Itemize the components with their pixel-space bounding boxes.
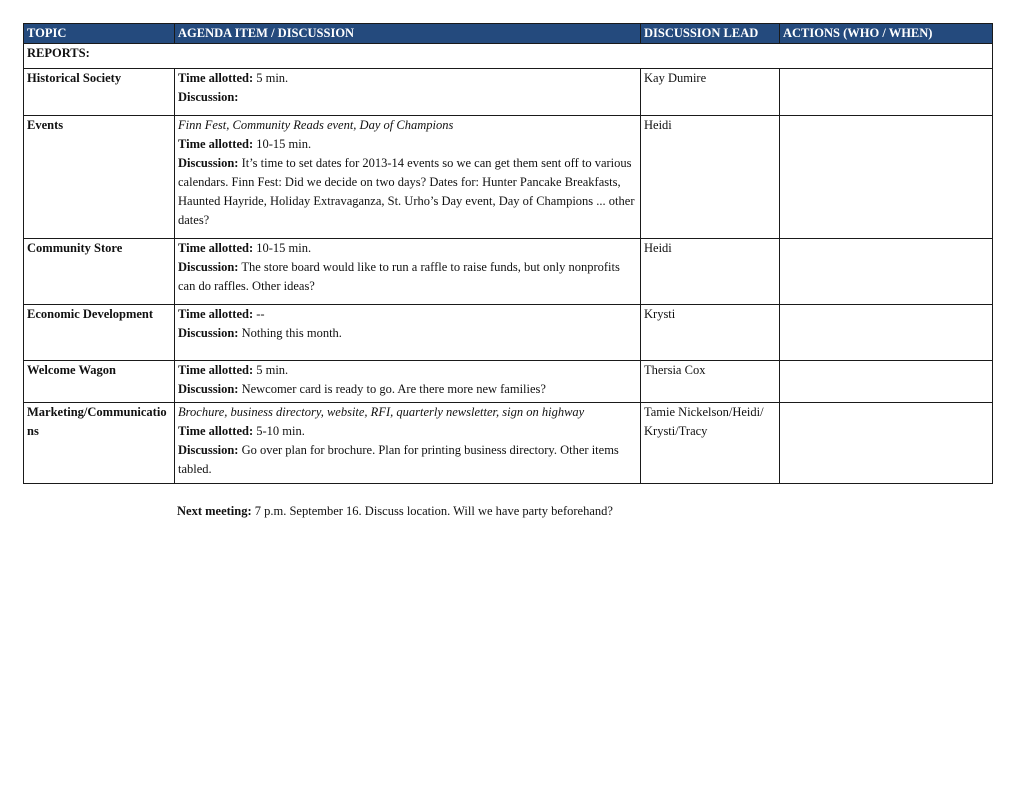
- header-actions: ACTIONS (WHO / WHEN): [780, 24, 993, 44]
- row-actions: [780, 239, 993, 305]
- table-row: [24, 69, 993, 116]
- discussion-text: It’s time to set dates for 2013-14 events so we can get them sent off to various calendars. Finn Fest: Did we decide on two days? Dates for: Hunter Pancake Breakfasts, Haunted Hayride, Holiday Extravaganza, St. Urho’s Day event, Day of Champions ... other dates?: [178, 156, 635, 227]
- agenda-subtitle: Finn Fest, Community Reads event, Day of Champions: [178, 118, 454, 132]
- discussion-label: Discussion:: [178, 443, 239, 457]
- table-row: [24, 116, 993, 239]
- discussion-label: Discussion:: [178, 156, 239, 170]
- time-allotted-label: Time allotted:: [178, 307, 254, 321]
- row-lead: Thersia Cox: [641, 361, 780, 403]
- row-actions: [780, 69, 993, 116]
- row-topic: Events: [24, 116, 175, 239]
- discussion-text: Newcomer card is ready to go. Are there more new families?: [241, 382, 546, 396]
- header-agenda: AGENDA ITEM / DISCUSSION: [175, 24, 641, 44]
- discussion-line: [178, 88, 637, 107]
- discussion-line: [178, 154, 637, 230]
- row-agenda: [175, 69, 641, 116]
- row-actions: [780, 305, 993, 361]
- agenda-subtitle: Brochure, business directory, website, RFI, quarterly newsletter, sign on highway: [178, 405, 585, 419]
- discussion-label: Discussion:: [178, 90, 239, 104]
- discussion-text: Nothing this month.: [241, 326, 342, 340]
- row-lead: Heidi: [641, 239, 780, 305]
- time-allotted-line: [178, 305, 637, 324]
- table-row: [24, 305, 993, 361]
- time-allotted-label: Time allotted:: [178, 137, 254, 151]
- agenda-table: [23, 23, 993, 484]
- next-meeting-label: Next meeting:: [177, 504, 252, 518]
- table-row: [24, 361, 993, 403]
- row-actions: [780, 361, 993, 403]
- discussion-line: [178, 258, 637, 296]
- discussion-line: [178, 380, 637, 399]
- row-agenda: [175, 305, 641, 361]
- time-allotted-line: [178, 135, 637, 154]
- header-lead: DISCUSSION LEAD: [641, 24, 780, 44]
- discussion-label: Discussion:: [178, 326, 239, 340]
- table-row: [24, 239, 993, 305]
- table-row: [24, 403, 993, 484]
- row-topic: Community Store: [24, 239, 175, 305]
- header-topic: TOPIC: [24, 24, 175, 44]
- time-allotted-value: --: [256, 307, 265, 321]
- row-topic: Marketing/Communications: [24, 403, 175, 484]
- next-meeting-text: 7 p.m. September 16. Discuss location. Will we have party beforehand?: [254, 504, 613, 518]
- time-allotted-value: 10-15 min.: [256, 241, 312, 255]
- time-allotted-value: 10-15 min.: [256, 137, 312, 151]
- discussion-text: The store board would like to run a raffle to raise funds, but only nonprofits can do raffles. Other ideas?: [178, 260, 620, 293]
- row-lead: Krysti: [641, 305, 780, 361]
- row-agenda: [175, 239, 641, 305]
- row-agenda: [175, 403, 641, 484]
- discussion-label: Discussion:: [178, 260, 239, 274]
- time-allotted-line: [178, 422, 637, 441]
- row-topic: Welcome Wagon: [24, 361, 175, 403]
- discussion-text: Go over plan for brochure. Plan for printing business directory. Other items tabled.: [178, 443, 619, 476]
- row-lead: Heidi: [641, 116, 780, 239]
- time-allotted-label: Time allotted:: [178, 241, 254, 255]
- row-agenda: [175, 361, 641, 403]
- time-allotted-label: Time allotted:: [178, 424, 254, 438]
- row-lead: Tamie Nickelson/Heidi/ Krysti/Tracy: [641, 403, 780, 484]
- time-allotted-line: [178, 239, 637, 258]
- row-agenda: [175, 116, 641, 239]
- header-row: [24, 24, 993, 44]
- section-row: [24, 44, 993, 69]
- next-meeting-note: [177, 502, 613, 521]
- section-label: REPORTS:: [24, 44, 993, 69]
- time-allotted-value: 5 min.: [256, 71, 289, 85]
- time-allotted-label: Time allotted:: [178, 363, 254, 377]
- row-topic: Historical Society: [24, 69, 175, 116]
- time-allotted-line: [178, 361, 637, 380]
- row-actions: [780, 116, 993, 239]
- row-actions: [780, 403, 993, 484]
- discussion-line: [178, 324, 637, 343]
- time-allotted-line: [178, 69, 637, 88]
- time-allotted-value: 5-10 min.: [256, 424, 305, 438]
- row-topic: Economic Development: [24, 305, 175, 361]
- discussion-label: Discussion:: [178, 382, 239, 396]
- discussion-line: [178, 441, 637, 479]
- time-allotted-label: Time allotted:: [178, 71, 254, 85]
- row-lead: Kay Dumire: [641, 69, 780, 116]
- time-allotted-value: 5 min.: [256, 363, 289, 377]
